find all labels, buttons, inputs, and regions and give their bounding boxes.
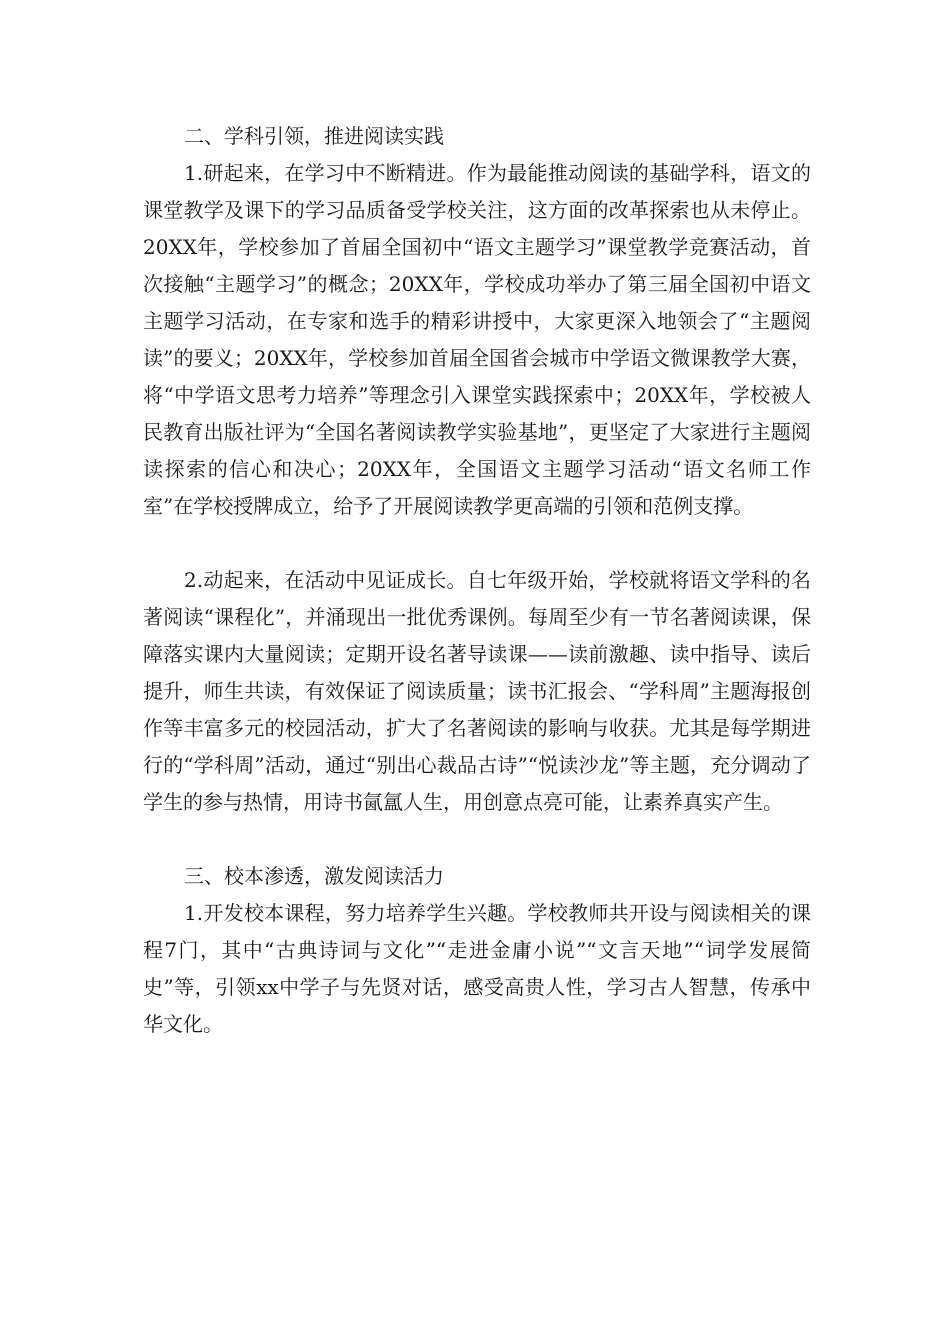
section-heading: 二、学科引领，推进阅读实践 xyxy=(184,124,444,148)
section-heading: 三、校本渗透，激发阅读活力 xyxy=(184,864,444,888)
section-two xyxy=(143,118,811,858)
paragraph-gap xyxy=(143,821,811,858)
paragraph-activities: 2.动起来，在活动中见证成长。自七年级开始，学校就将语文学科的名著阅读“课程化”，并涌现出一批优秀课例。每周至少有一节名著阅读课，保障落实课内大量阅读；定期开设名著导读课——读前激趣、读中指导、读后提升，师生共读，有效保证了阅读质量；读书汇报会、“学科周”主题海报创作等丰富多元的校园活动，扩大了名著阅读的影响与收获。尤其是每学期进行的“学科周”活动，通过“别出心裁品古诗”“悦读沙龙”等主题，充分调动了学生的参与热情，用诗书氤氲人生，用创意点亮可能，让素养真实产生。 xyxy=(143,568,811,814)
paragraph-research: 1.研起来，在学习中不断精进。作为最能推动阅读的基础学科，语文的课堂教学及课下的学习品质备受学校关注，这方面的改革探索也从未停止。20XX年，学校参加了首届全国初中“语文主题学习”课堂教学竞赛活动，首次接触“主题学习”的概念；20XX年，学校成功举办了第三届全国初中语文主题学习活动，在专家和选手的精彩讲授中，大家更深入地领会了“主题阅读”的要义；20XX年，学校参加首届全国省会城市中学语文微课教学大赛，将“中学语文思考力培养”等理念引入课堂实践探索中；20XX年，学校被人民教育出版社评为“全国名著阅读教学实验基地”，更坚定了大家进行主题阅读探索的信心和决心；20XX年，全国语文主题学习活动“语文名师工作室”在学校授牌成立，给予了开展阅读教学更高端的引领和范例支撑。 xyxy=(143,161,811,518)
paragraph-gap xyxy=(143,525,811,562)
section-three xyxy=(143,858,811,1043)
paragraph-curriculum: 1.开发校本课程，努力培养学生兴趣。学校教师共开设与阅读相关的课程7门，其中“古典诗词与文化”“走进金庸小说”“文言天地”“词学发展简史”等，引领xx中学子与先贤对话，感受高贵人性，学习古人智慧，传承中华文化。 xyxy=(143,901,811,1036)
document-body xyxy=(143,118,811,1043)
